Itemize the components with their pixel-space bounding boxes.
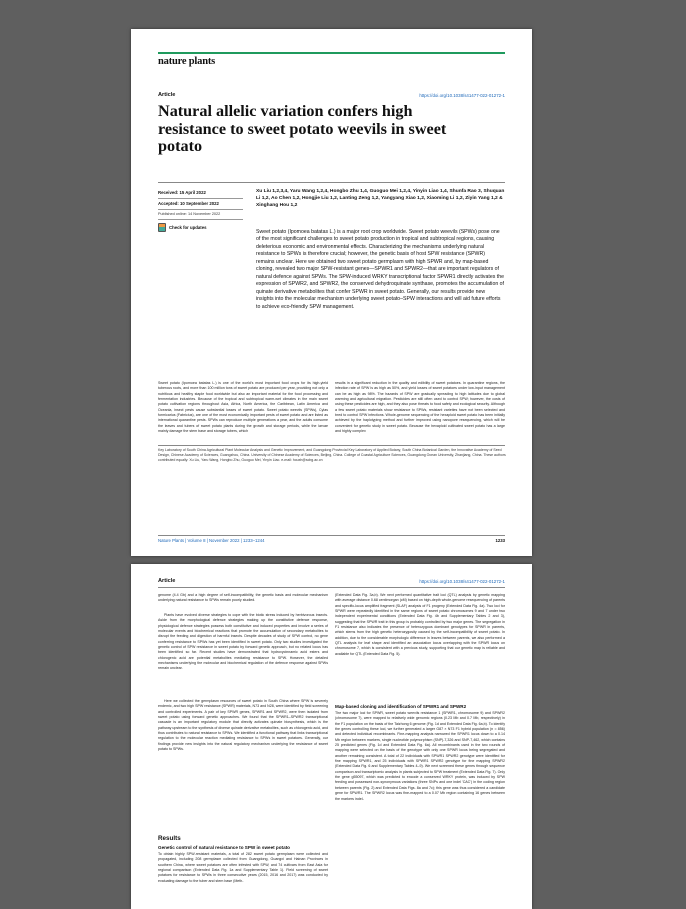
check-updates-label: Check for updates — [169, 225, 207, 230]
body-paragraph: genome (4.4 Gb) and a high degree of self-incompatibility, the genetic basis and molecular mechanism underlying natural resistance to SPWs remain poorly studied. — [158, 593, 328, 603]
body-column-right: results in a significant reduction in the quality and edibility of sweet potatoes. In quarantine regions, the infection rate of SPW is as high as 50%, and yield losses of sweet potatoes under low-input management can be as high as 98%. The hazards of SPW are gradually spreading to high latitudes due to global warming and agricultural migration. Pesticides are still often used to control SPW; however, the costs of using these pesticides are high, and they also pose threats to food safety and ecological security. Although a few sweet potato materials show resistance to SPWs, resistant varieties have not been selected and bred to control SPW infections. Whole-genome sequencing of the hexaploid sweet potato has been initially achieved by the haplotyping method and further improved using nanopore resequencing, which will be convenient for genetic study in sweet potato. Because the hexaploid cultivated sweet potato has a large and highly complex — [335, 381, 505, 434]
body-column-left: Sweet potato (Ipomoea batatas L.) is one of the world's most important food crops for its high-yield tuberous roots, and more than 100 million tons of sweet potato are produced per year, providing not only a nutritious and healthy staple food worldwide but also an important material for the food processing and fermentation industries. Because of the tropical and subtropical warm-wet climates in the main sweet potato cultivation regions throughout Asia, Africa, North America, the Caribbean, Latin America and Oceania, insect pests cause substantial losses of sweet potato. Sweet potato weevils (SPWs), Cylas formicarius (Fabricius), are one of the most economically important pests of sweet potato and are listed as international quarantine pests. SPWs can reproduce multiple generations a year, and the adults consume the leaves and tubers of sweet potato plants during the growth and storage periods, while the larvae mainly damage the stem base and storage tubers, which — [158, 381, 328, 434]
doi-link[interactable]: https://doi.org/10.1038/s41477-022-01272-1 — [419, 579, 505, 584]
header-divider — [158, 182, 505, 183]
body-paragraph: Here we collected the germplasm resources of sweet potato in South China where SPW is severely endemic, and two high SPW resistance (SPWR) materials, N73 and N28, were identified by field screening and controlled experiments. A pair of key SPWR genes, SPWR1 and SPWR2, were then isolated from sweet potato using forward genetic approaches. We found that the SPWR1–SPWR2 transcriptional cascade is an important regulatory module that directly activates quinate biosynthesis, which is the pathway upstream to the synthesis of diverse quinate derivative metabolites, such as chlorogenic acid, and thus contributes to natural resistance to SPWs. We identified a functional pathway that links transcriptional regulation to the molecular reaction mediating resistance to SPWs in sweet potatoes. Generally, our findings provide new insights into the natural regulatory mechanism underlying the resistance of sweet potato to SPWs. — [158, 699, 328, 752]
check-updates-icon — [158, 223, 166, 232]
published-date: Published online: 14 November 2022 — [158, 210, 243, 220]
results-heading: Results — [158, 835, 181, 842]
footer-divider — [158, 535, 505, 536]
paper-page-1 — [131, 29, 532, 556]
article-type-label: Article — [158, 578, 176, 584]
body-paragraph: The two major loci for SPWR, sweet potato weevils resistance 1 (SPWR1, chromosome 9) and SPWR2 (chromosome 7), were mapped to relatively wide genomic regions (0.23 Mb and 0.7 Mb, respectively) in the F1 population on the basis of the Taizhong 6 genome (Fig. 1d and Extended Data Fig. 6a,b). To identify the genes controlling these loci, we further generated a larger G87 × N73 F1 hybrid population (n = 856) and detected individual recombinants. Fine-mapping analysis narrowed the SPWR1 locus down to a 0.14 Mb region between markers, single nucleotide polymorphism (SNP)-7,326 and SNP-7,462, which contains 25 predicted genes (Fig. 1d and Extended Data Fig. 6a). All recombinants used in the two rounds of mapping were selected on the basis of the genotype with only one SPWR locus being segregated and another remaining consistent. A total of 22 individuals with SPWR1 SPWR2 genotype were identified for fine mapping SPWR1, and 25 individuals with SPWR1 SPWR2 genotype for fine mapping SPWR2 (Extended Data Fig. 6 and Supplementary Tables 4–9). We next screened these genes through sequence comparison and transcriptomic analysis in plants subjected to SPW treatment (Extended Data Fig. 7). Only the gene g55097, which was predicted to encode a conserved WRKY protein, was induced by SPW feeding and possessed non-synonymous variations (three SNPs and one indel 'CAC') in the coding region between parents (Fig. 2) and Extended Data Figs. 8a and 7c); this gene was thus considered a candidate gene for SPWR1. The SPWR2 locus was fine-mapped to a 0.07 Mb region containing 16 genes between the markers indel- — [335, 711, 505, 801]
header-divider — [158, 587, 505, 588]
footnote-divider — [158, 445, 505, 446]
page-number: 1233 — [495, 538, 505, 543]
abstract: Sweet potato (Ipomoea batatas L.) is a major root crop worldwide. Sweet potato weevils (SPWs) pose one of the most significant challenges to sweet potato production in tropical and subtropical regions, causing deleterious economic and environmental effects. Characterizing the mechanisms underlying natural resistance to SPWs is therefore crucial; however, the genetic basis of host SPW resistance (SPWR) remains unclear. Here we obtained two sweet potato germplasm with high SPWR and, by map-based cloning, revealed two major SPW-resistant genes—SPWR1 and SPWR2—that are important regulators of natural defence against SPWs. The SPW-induced WRKY transcriptional factor SPWR1 directly activates the expression of SPWR2, and SPWR2, the conserved dehydroquinate synthase, promotes the accumulation of quinate derivative metabolites that confer SPWR in sweet potato. Generally, our results provide new insights into the molecular mechanism underlying sweet potato–SPW interactions and will aid future efforts to achieve eco-friendly SPW management. — [256, 229, 504, 310]
body-paragraph: (Extended Data Fig. 3a,b). We next performed quantitative trait loci (QTL) analysis by genetic mapping with average distance 0.68 centimorgan (cM) based on high-depth whole-genome resequencing of parents and specific-locus amplified fragment (SLAF) analysis of F1 progeny (Extended Data Fig. 4a). Two loci for SPWR were repeatedly identified in the same regions of sweet potato chromosomes 9 and 7 under two independent experimental conditions (Extended Data Fig. 4b and Supplementary Tables 2 and 3), suggesting that the SPWR trait in this group is probably controlled by two major genes. The segregation in F1 resistance also indicates the presence of heterozygous dominant genotypes for SPWR in parents, which stems from the high genetic heterozygosity caused by the self-incompatibility of sweet potato. In addition, due to the considerable morphologic difference in leaves between parents, we also performed a QTL analysis for leaf shape and identified an association locus overlapping with the SPWR locus on chromosome 7, which is consistent with a previous study, supporting that our genetic map is reliable and available for QTL (Extended Data Fig. 5). — [335, 593, 505, 656]
affiliations-footnote: Key Laboratory of South China Agricultural Plant Molecular Analysis and Genetic Improvement, and Guangdong Provincial Key Laboratory of Applied Botany, South China Botanical Garden, the Innovative Academy of Seed Design, Chinese Academy of Sciences, Guangzhou, China. University of Chinese Academy of Sciences, Beijing, China. College of Coastal Agriculture Sciences, Guangdong Ocean University, Zhanjiang, China. These authors contributed equally: Xu Liu, Yaru Wang, Hongbo Zhu, Guoguo Mei, Yinyin Liao. e-mail: houxh@scbg.ac.cn — [158, 448, 506, 462]
article-dates — [158, 188, 243, 232]
accepted-date: Accepted: 10 September 2022 — [158, 199, 243, 210]
body-paragraph: To obtain highly SPW-resistant materials, a total of 282 sweet potato germplasm were collected and propagated, including 208 germplasm collected from Guangdong, Guangxi and Hainan Provinces in southern China, where sweet potatoes are often infested with SPW, and 74 cultivars from East Asia for regional comparison (Extended Data Fig. 1a and Supplementary Table 1). Field screening of sweet potatoes for resistance to SPWs in three consecutive years (2015, 2016 and 2017) was conducted by evaluating damage to the tuber and stem base (Meth- — [158, 852, 328, 883]
results-subheading: Genetic control of natural resistance to SPW in sweet potato — [158, 845, 290, 850]
paper-title: Natural allelic variation confers high resistance to sweet potato weevils in sweet potato — [158, 102, 447, 155]
paper-page-2 — [131, 564, 532, 909]
author-list: Xu Liu 1,2,3,4, Yaru Wang 1,2,4, Hongbo Zhu 1,4, Guoguo Mei 1,2,4, Yinyin Liao 1,4, Shunfa Rao 3, Shuquan Li 1,2, Ao Chen 1,2, Hongjie Liu 1,2, Lanting Zeng 1,2, Yangyang Xiao 1,2, Xiaoming Li 1,2, Ziyin Yang 1,2 & Xinghang Hou 1,2 — [256, 189, 505, 208]
body-paragraph: Plants have evolved diverse strategies to cope with the biotic stress induced by herbivorous insects. Aside from the morphological defence strategies making up the constitutive defence response, physiological defence strategies possess both constitutive and induced properties and involve a series of molecular events and biochemical reactions that promote the accumulation of secondary metabolites to disrupt the feeding and digestion of harmful insects. Despite decades of study of SPW control, no gene conferring resistance to SPWs has yet been identified in sweet potato. Only two studies investigated the genetic control of SPW resistance in sweet potato by forward genetic approach, but no related locus has been identified so far. Recent studies have demonstrated that hydroxycinnamic acid esters and chlorogenic acid are potential metabolites mediating resistance to SPW. However, the detailed mechanisms underlying the molecular and biochemical regulation of the defence response against SPWs remain unclear. — [158, 613, 328, 671]
article-type-label: Article — [158, 92, 176, 98]
doi-link[interactable]: https://doi.org/10.1038/s41477-022-01272-1 — [419, 93, 505, 98]
journal-header-rule — [158, 52, 505, 54]
footer-citation[interactable]: Nature Plants | Volume 8 | November 2022 | 1233–1244 — [158, 538, 265, 543]
received-date: Received: 15 April 2022 — [158, 188, 243, 199]
check-updates-button[interactable] — [158, 223, 243, 232]
section-heading-map-based-cloning: Map-based cloning and identification of SPWR1 and SPWR2 — [335, 704, 467, 709]
journal-name: nature plants — [158, 56, 216, 67]
